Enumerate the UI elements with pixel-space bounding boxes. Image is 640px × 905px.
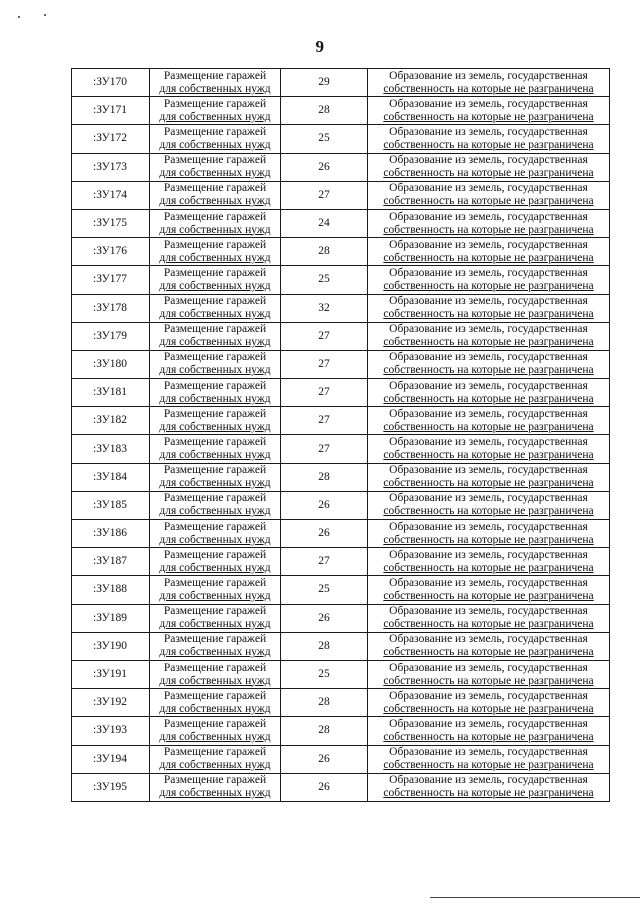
table-row	[72, 407, 610, 435]
parcel-id-cell	[72, 435, 150, 463]
parcel-id: :ЗУ184	[93, 470, 128, 483]
permitted-use-line-2: для собственных нужд	[159, 251, 271, 264]
permitted-use-cell	[150, 407, 281, 435]
area-value: 28	[318, 639, 330, 652]
table-row	[72, 69, 610, 97]
table-row	[72, 238, 610, 266]
permitted-use-cell	[150, 773, 281, 801]
parcel-id: :ЗУ170	[93, 76, 128, 89]
table-row	[72, 322, 610, 350]
permitted-use-line-2: для собственных нужд	[159, 561, 271, 574]
permitted-use-cell	[150, 576, 281, 604]
formation-method-line-1: Образование из земель, государственная	[389, 154, 588, 167]
permitted-use-cell	[150, 209, 281, 237]
parcel-id-cell	[72, 463, 150, 491]
permitted-use-line-2: для собственных нужд	[159, 589, 271, 602]
formation-method-line-2: собственность на которые не разграничена	[383, 279, 594, 292]
permitted-use-line-1: Размещение гаражей	[163, 436, 267, 449]
parcel-id: :ЗУ173	[93, 160, 128, 173]
formation-method-line-1: Образование из земель, государственная	[389, 238, 588, 251]
formation-method-line-2: собственность на которые не разграничена	[383, 477, 594, 490]
area-value: 27	[318, 357, 330, 370]
formation-method-line-2: собственность на которые не разграничена	[383, 730, 594, 743]
formation-method-line-2: собственность на которые не разграничена	[383, 223, 594, 236]
parcel-id-cell	[72, 632, 150, 660]
formation-method-line-2: собственность на которые не разграничена	[383, 308, 594, 321]
permitted-use-line-2: для собственных нужд	[159, 787, 271, 800]
area-cell	[281, 604, 368, 632]
table-row	[72, 717, 610, 745]
permitted-use-cell	[150, 717, 281, 745]
formation-method-cell	[368, 350, 610, 378]
formation-method-line-2: собственность на которые не разграничена	[383, 82, 594, 95]
formation-method-line-1: Образование из земель, государственная	[389, 69, 588, 82]
parcel-id: :ЗУ178	[93, 301, 128, 314]
parcel-id: :ЗУ187	[93, 555, 128, 568]
table-row	[72, 209, 610, 237]
parcel-id-cell	[72, 407, 150, 435]
parcel-id-cell	[72, 97, 150, 125]
parcel-id-cell	[72, 181, 150, 209]
formation-method-line-2: собственность на которые не разграничена	[383, 702, 594, 715]
formation-method-line-1: Образование из земель, государственная	[389, 295, 588, 308]
permitted-use-line-2: для собственных нужд	[159, 82, 271, 95]
formation-method-line-2: собственность на которые не разграничена	[383, 392, 594, 405]
permitted-use-line-1: Размещение гаражей	[163, 210, 267, 223]
permitted-use-line-2: для собственных нужд	[159, 364, 271, 377]
permitted-use-line-2: для собственных нужд	[159, 618, 271, 631]
area-cell	[281, 294, 368, 322]
table-row	[72, 660, 610, 688]
parcel-id-cell	[72, 548, 150, 576]
formation-method-line-1: Образование из земель, государственная	[389, 407, 588, 420]
page-number: 9	[315, 37, 325, 56]
area-cell	[281, 209, 368, 237]
formation-method-cell	[368, 153, 610, 181]
formation-method-line-2: собственность на которые не разграничена	[383, 618, 594, 631]
permitted-use-line-2: для собственных нужд	[159, 223, 271, 236]
permitted-use-line-2: для собственных нужд	[159, 167, 271, 180]
formation-method-cell	[368, 463, 610, 491]
parcel-id: :ЗУ192	[93, 696, 128, 709]
formation-method-line-1: Образование из земель, государственная	[389, 661, 588, 674]
formation-method-cell	[368, 379, 610, 407]
formation-method-line-1: Образование из земель, государственная	[389, 605, 588, 618]
area-cell	[281, 350, 368, 378]
area-cell	[281, 69, 368, 97]
permitted-use-cell	[150, 632, 281, 660]
formation-method-line-2: собственность на которые не разграничена	[383, 110, 594, 123]
formation-method-line-2: собственность на которые не разграничена	[383, 449, 594, 462]
parcel-id: :ЗУ194	[93, 752, 128, 765]
parcel-id-cell	[72, 520, 150, 548]
permitted-use-cell	[150, 294, 281, 322]
formation-method-line-1: Образование из земель, государственная	[389, 210, 588, 223]
formation-method-line-2: собственность на которые не разграничена	[383, 561, 594, 574]
permitted-use-cell	[150, 604, 281, 632]
formation-method-cell	[368, 69, 610, 97]
formation-method-line-2: собственность на которые не разграничена	[383, 167, 594, 180]
table-row	[72, 266, 610, 294]
parcel-id-cell	[72, 294, 150, 322]
permitted-use-line-1: Размещение гаражей	[163, 633, 267, 646]
permitted-use-line-1: Размещение гаражей	[163, 746, 267, 759]
parcel-id-cell	[72, 69, 150, 97]
formation-method-line-2: собственность на которые не разграничена	[383, 646, 594, 659]
formation-method-line-2: собственность на которые не разграничена	[383, 589, 594, 602]
permitted-use-line-2: для собственных нужд	[159, 533, 271, 546]
permitted-use-line-2: для собственных нужд	[159, 674, 271, 687]
permitted-use-line-1: Размещение гаражей	[163, 154, 267, 167]
formation-method-line-1: Образование из земель, государственная	[389, 436, 588, 449]
permitted-use-line-2: для собственных нужд	[159, 110, 271, 123]
permitted-use-line-1: Размещение гаражей	[163, 576, 267, 589]
area-value: 27	[318, 414, 330, 427]
permitted-use-line-1: Размещение гаражей	[163, 295, 267, 308]
area-cell	[281, 322, 368, 350]
table-row	[72, 689, 610, 717]
parcel-id: :ЗУ181	[93, 386, 128, 399]
permitted-use-line-2: для собственных нужд	[159, 702, 271, 715]
area-value: 27	[318, 555, 330, 568]
area-value: 29	[318, 76, 330, 89]
table-row	[72, 773, 610, 801]
area-value: 25	[318, 668, 330, 681]
formation-method-cell	[368, 97, 610, 125]
parcel-id-cell	[72, 266, 150, 294]
area-value: 28	[318, 696, 330, 709]
permitted-use-line-1: Размещение гаражей	[163, 97, 267, 110]
formation-method-line-2: собственность на которые не разграничена	[383, 195, 594, 208]
permitted-use-line-1: Размещение гаражей	[163, 492, 267, 505]
table-row	[72, 520, 610, 548]
permitted-use-line-1: Размещение гаражей	[163, 520, 267, 533]
permitted-use-cell	[150, 125, 281, 153]
footer-divider	[430, 897, 640, 898]
permitted-use-line-2: для собственных нужд	[159, 336, 271, 349]
area-value: 26	[318, 752, 330, 765]
permitted-use-line-1: Размещение гаражей	[163, 407, 267, 420]
parcel-id: :ЗУ179	[93, 329, 128, 342]
parcel-id: :ЗУ180	[93, 357, 128, 370]
permitted-use-cell	[150, 520, 281, 548]
parcel-id: :ЗУ176	[93, 245, 128, 258]
parcel-id: :ЗУ175	[93, 217, 128, 230]
permitted-use-line-2: для собственных нужд	[159, 477, 271, 490]
area-value: 24	[318, 217, 330, 230]
permitted-use-cell	[150, 463, 281, 491]
formation-method-cell	[368, 717, 610, 745]
parcel-id: :ЗУ190	[93, 639, 128, 652]
permitted-use-line-1: Размещение гаражей	[163, 351, 267, 364]
permitted-use-line-1: Размещение гаражей	[163, 182, 267, 195]
formation-method-line-1: Образование из земель, государственная	[389, 182, 588, 195]
formation-method-line-1: Образование из земель, государственная	[389, 464, 588, 477]
area-value: 28	[318, 470, 330, 483]
permitted-use-cell	[150, 97, 281, 125]
area-cell	[281, 463, 368, 491]
permitted-use-line-2: для собственных нужд	[159, 420, 271, 433]
formation-method-cell	[368, 745, 610, 773]
area-value: 26	[318, 160, 330, 173]
formation-method-cell	[368, 181, 610, 209]
formation-method-line-2: собственность на которые не разграничена	[383, 759, 594, 772]
permitted-use-line-2: для собственных нужд	[159, 138, 271, 151]
permitted-use-cell	[150, 153, 281, 181]
permitted-use-line-2: для собственных нужд	[159, 505, 271, 518]
permitted-use-line-1: Размещение гаражей	[163, 661, 267, 674]
parcel-id: :ЗУ177	[93, 273, 128, 286]
area-cell	[281, 407, 368, 435]
formation-method-cell	[368, 689, 610, 717]
parcel-id-cell	[72, 350, 150, 378]
area-value: 26	[318, 780, 330, 793]
area-cell	[281, 181, 368, 209]
area-cell	[281, 632, 368, 660]
area-value: 26	[318, 498, 330, 511]
permitted-use-line-2: для собственных нужд	[159, 449, 271, 462]
formation-method-line-1: Образование из земель, государственная	[389, 379, 588, 392]
area-cell	[281, 520, 368, 548]
area-value: 28	[318, 724, 330, 737]
scan-artifact-dots	[18, 12, 58, 20]
formation-method-line-1: Образование из земель, государственная	[389, 266, 588, 279]
area-value: 25	[318, 583, 330, 596]
permitted-use-cell	[150, 181, 281, 209]
permitted-use-line-1: Размещение гаражей	[163, 125, 267, 138]
table-row	[72, 576, 610, 604]
permitted-use-line-2: для собственных нужд	[159, 392, 271, 405]
area-value: 28	[318, 104, 330, 117]
area-cell	[281, 125, 368, 153]
formation-method-line-1: Образование из земель, государственная	[389, 520, 588, 533]
formation-method-cell	[368, 294, 610, 322]
formation-method-cell	[368, 407, 610, 435]
formation-method-cell	[368, 773, 610, 801]
area-cell	[281, 689, 368, 717]
table-row	[72, 350, 610, 378]
permitted-use-line-1: Размещение гаражей	[163, 464, 267, 477]
parcel-id-cell	[72, 379, 150, 407]
formation-method-line-1: Образование из земель, государственная	[389, 125, 588, 138]
permitted-use-line-1: Размещение гаражей	[163, 323, 267, 336]
table-row	[72, 125, 610, 153]
formation-method-line-1: Образование из земель, государственная	[389, 323, 588, 336]
formation-method-line-2: собственность на которые не разграничена	[383, 674, 594, 687]
formation-method-cell	[368, 209, 610, 237]
table-row	[72, 153, 610, 181]
parcel-id: :ЗУ195	[93, 780, 128, 793]
formation-method-line-2: собственность на которые не разграничена	[383, 251, 594, 264]
permitted-use-line-1: Размещение гаражей	[163, 69, 267, 82]
land-parcels-table	[71, 68, 610, 802]
parcel-id: :ЗУ172	[93, 132, 128, 145]
area-cell	[281, 435, 368, 463]
formation-method-line-1: Образование из земель, государственная	[389, 548, 588, 561]
table-row	[72, 97, 610, 125]
table-row	[72, 745, 610, 773]
parcel-id-cell	[72, 238, 150, 266]
formation-method-line-1: Образование из земель, государственная	[389, 717, 588, 730]
formation-method-cell	[368, 266, 610, 294]
area-value: 32	[318, 301, 330, 314]
permitted-use-cell	[150, 69, 281, 97]
area-cell	[281, 153, 368, 181]
permitted-use-line-2: для собственных нужд	[159, 646, 271, 659]
table-body	[72, 69, 610, 802]
formation-method-cell	[368, 660, 610, 688]
permitted-use-cell	[150, 491, 281, 519]
formation-method-line-2: собственность на которые не разграничена	[383, 420, 594, 433]
area-value: 26	[318, 611, 330, 624]
parcel-id: :ЗУ186	[93, 527, 128, 540]
table-row	[72, 294, 610, 322]
area-cell	[281, 238, 368, 266]
area-cell	[281, 97, 368, 125]
formation-method-cell	[368, 322, 610, 350]
area-value: 27	[318, 386, 330, 399]
parcel-id-cell	[72, 717, 150, 745]
parcel-id: :ЗУ171	[93, 104, 128, 117]
permitted-use-line-1: Размещение гаражей	[163, 379, 267, 392]
area-cell	[281, 773, 368, 801]
permitted-use-cell	[150, 745, 281, 773]
area-cell	[281, 576, 368, 604]
permitted-use-line-2: для собственных нужд	[159, 730, 271, 743]
permitted-use-line-1: Размещение гаражей	[163, 689, 267, 702]
permitted-use-cell	[150, 322, 281, 350]
area-cell	[281, 266, 368, 294]
formation-method-cell	[368, 125, 610, 153]
area-cell	[281, 660, 368, 688]
parcel-id-cell	[72, 604, 150, 632]
area-cell	[281, 745, 368, 773]
area-value: 27	[318, 188, 330, 201]
formation-method-line-1: Образование из земель, государственная	[389, 492, 588, 505]
parcel-id-cell	[72, 689, 150, 717]
parcel-id: :ЗУ185	[93, 498, 128, 511]
table-row	[72, 632, 610, 660]
table-row	[72, 435, 610, 463]
parcel-id-cell	[72, 209, 150, 237]
formation-method-line-1: Образование из земель, государственная	[389, 746, 588, 759]
parcel-id-cell	[72, 576, 150, 604]
area-cell	[281, 548, 368, 576]
formation-method-line-1: Образование из земель, государственная	[389, 351, 588, 364]
formation-method-line-1: Образование из земель, государственная	[389, 633, 588, 646]
formation-method-cell	[368, 604, 610, 632]
parcel-id-cell	[72, 773, 150, 801]
area-cell	[281, 491, 368, 519]
permitted-use-line-2: для собственных нужд	[159, 195, 271, 208]
table-row	[72, 463, 610, 491]
area-value: 25	[318, 132, 330, 145]
table-row	[72, 604, 610, 632]
parcel-id: :ЗУ189	[93, 611, 128, 624]
formation-method-cell	[368, 435, 610, 463]
parcel-id: :ЗУ193	[93, 724, 128, 737]
permitted-use-line-1: Размещение гаражей	[163, 548, 267, 561]
permitted-use-cell	[150, 435, 281, 463]
parcel-id-cell	[72, 491, 150, 519]
parcel-id-cell	[72, 660, 150, 688]
table-row	[72, 379, 610, 407]
area-value: 25	[318, 273, 330, 286]
parcel-id: :ЗУ191	[93, 668, 128, 681]
permitted-use-line-1: Размещение гаражей	[163, 605, 267, 618]
parcel-id-cell	[72, 153, 150, 181]
formation-method-line-2: собственность на которые не разграничена	[383, 364, 594, 377]
area-cell	[281, 379, 368, 407]
area-value: 26	[318, 527, 330, 540]
formation-method-line-1: Образование из земель, государственная	[389, 576, 588, 589]
formation-method-cell	[368, 576, 610, 604]
permitted-use-cell	[150, 350, 281, 378]
formation-method-cell	[368, 632, 610, 660]
formation-method-line-1: Образование из земель, государственная	[389, 689, 588, 702]
table-row	[72, 491, 610, 519]
permitted-use-line-1: Размещение гаражей	[163, 238, 267, 251]
permitted-use-line-2: для собственных нужд	[159, 308, 271, 321]
area-value: 27	[318, 329, 330, 342]
permitted-use-line-2: для собственных нужд	[159, 759, 271, 772]
table-row	[72, 548, 610, 576]
parcel-id: :ЗУ183	[93, 442, 128, 455]
permitted-use-cell	[150, 379, 281, 407]
permitted-use-cell	[150, 689, 281, 717]
parcel-id: :ЗУ188	[93, 583, 128, 596]
formation-method-cell	[368, 520, 610, 548]
permitted-use-line-2: для собственных нужд	[159, 279, 271, 292]
formation-method-line-2: собственность на которые не разграничена	[383, 336, 594, 349]
permitted-use-cell	[150, 238, 281, 266]
formation-method-line-2: собственность на которые не разграничена	[383, 138, 594, 151]
table-row	[72, 181, 610, 209]
parcel-id-cell	[72, 322, 150, 350]
formation-method-line-2: собственность на которые не разграничена	[383, 505, 594, 518]
area-value: 28	[318, 245, 330, 258]
parcel-id-cell	[72, 125, 150, 153]
formation-method-line-1: Образование из земель, государственная	[389, 97, 588, 110]
area-cell	[281, 717, 368, 745]
permitted-use-line-1: Размещение гаражей	[163, 266, 267, 279]
parcel-id-cell	[72, 745, 150, 773]
formation-method-line-2: собственность на которые не разграничена	[383, 533, 594, 546]
parcel-id: :ЗУ174	[93, 188, 128, 201]
permitted-use-line-1: Размещение гаражей	[163, 717, 267, 730]
formation-method-line-2: собственность на которые не разграничена	[383, 787, 594, 800]
formation-method-cell	[368, 548, 610, 576]
formation-method-line-1: Образование из земель, государственная	[389, 774, 588, 787]
permitted-use-cell	[150, 266, 281, 294]
permitted-use-cell	[150, 660, 281, 688]
area-value: 27	[318, 442, 330, 455]
parcel-id: :ЗУ182	[93, 414, 128, 427]
permitted-use-line-1: Размещение гаражей	[163, 774, 267, 787]
permitted-use-cell	[150, 548, 281, 576]
formation-method-cell	[368, 238, 610, 266]
formation-method-cell	[368, 491, 610, 519]
